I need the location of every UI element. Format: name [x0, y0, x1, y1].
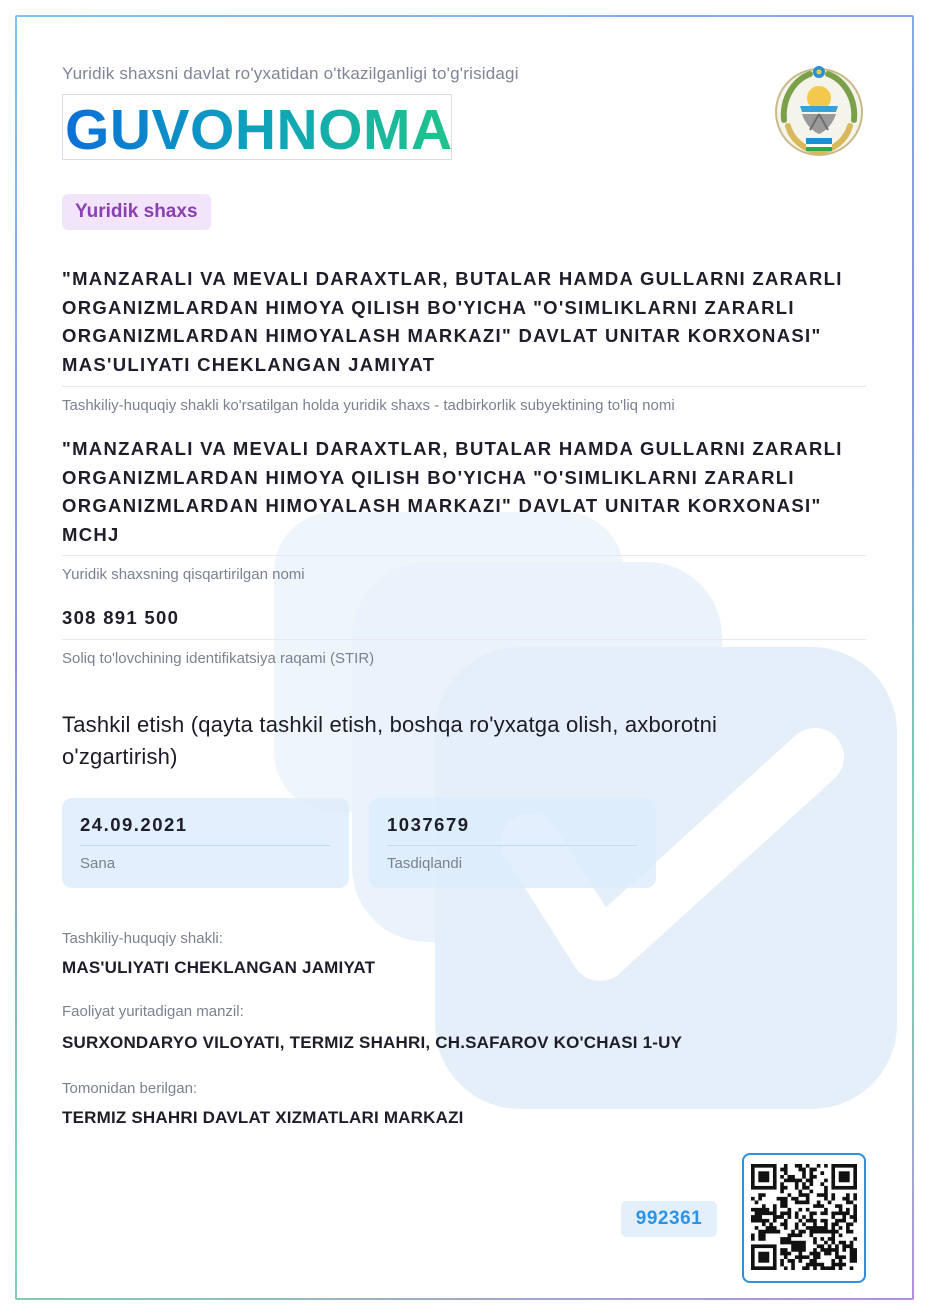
document-code-badge: 992361	[621, 1201, 717, 1237]
issued-by-value: TERMIZ SHAHRI DAVLAT XIZMATLARI MARKAZI	[62, 1108, 464, 1127]
date-card	[62, 798, 349, 888]
legal-form-label: Tashkiliy-huquqiy shakli:	[62, 930, 223, 947]
divider	[387, 845, 637, 846]
legal-form-value: MAS'ULIYATI CHEKLANGAN JAMIYAT	[62, 958, 376, 977]
divider	[62, 386, 866, 387]
approval-card	[369, 798, 656, 888]
document-subtitle: Yuridik shaxsni davlat ro'yxatidan o'tkazilganligi to'g'risidagi	[62, 64, 519, 83]
address-value: SURXONDARYO VILOYATI, TERMIZ SHAHRI, CH.SAFAROV KO'CHASI 1-UY	[62, 1033, 683, 1052]
state-emblem-icon	[770, 60, 868, 160]
address-label: Faoliyat yuritadigan manzil:	[62, 1003, 244, 1020]
qr-code-icon[interactable]	[751, 1164, 857, 1272]
registration-title: Tashkil etish (qayta tashkil etish, boshqa ro'yxatga olish, axborotni o'zgartirish)	[62, 712, 718, 769]
entity-type-badge: Yuridik shaxs	[62, 194, 211, 230]
approval-label: Tasdiqlandi	[387, 855, 463, 872]
approval-value: 1037679	[387, 814, 470, 835]
full-name-value: "MANZARALI VA MEVALI DARAXTLAR, BUTALAR HAMDA GULLARNI ZARARLI ORGANIZMLARDAN HIMOYA QILISH BO'YICHA "O'SIMLIKLARNI ZARARLI ORGANIZMLARDAN HIMOYALASH MARKAZI" DAVLAT UNITAR KORXONASI" MAS'ULIYATI CHEKLANGAN JAMIYAT	[62, 268, 843, 375]
title-box	[62, 94, 452, 160]
issued-by-label: Tomonidan berilgan:	[62, 1080, 198, 1097]
divider	[80, 845, 330, 846]
tin-value: 308 891 500	[62, 607, 180, 628]
short-name-label: Yuridik shaxsning qisqartirilgan nomi	[62, 566, 305, 583]
divider	[62, 639, 866, 640]
short-name-value: "MANZARALI VA MEVALI DARAXTLAR, BUTALAR HAMDA GULLARNI ZARARLI ORGANIZMLARDAN HIMOYA QILISH BO'YICHA "O'SIMLIKLARNI ZARARLI ORGANIZMLARDAN HIMOYALASH MARKAZI" DAVLAT UNITAR KORXONASI" MCHJ	[62, 438, 843, 545]
tin-label: Soliq to'lovchining identifikatsiya raqami (STIR)	[62, 650, 375, 667]
full-name-label: Tashkiliy-huquqiy shakli ko'rsatilgan holda yuridik shaxs - tadbirkorlik subyektining to'liq nomi	[62, 397, 675, 414]
document-title: GUVOHNOMA	[63, 97, 455, 163]
date-label: Sana	[80, 855, 116, 872]
qr-code-frame[interactable]	[742, 1153, 866, 1283]
divider	[62, 555, 866, 556]
date-value: 24.09.2021	[80, 814, 188, 835]
